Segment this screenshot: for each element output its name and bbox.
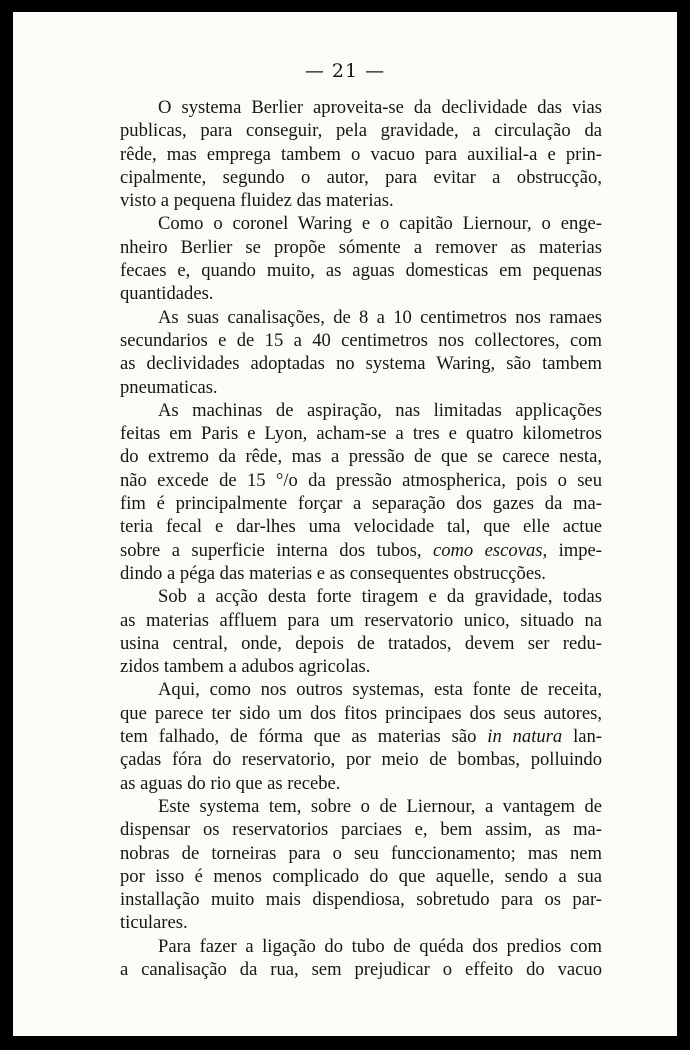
text-line: installação muito mais dispendiosa, sobretudo para os par- xyxy=(120,889,602,911)
text-line: dindo a péga das materias e as consequentes obstrucções. xyxy=(120,562,546,584)
text-line: As suas canalisações, de 8 a 10 centimetros nos ramaes xyxy=(158,306,602,328)
text-line: Este systema tem, sobre o de Liernour, a vantagem de xyxy=(158,795,602,817)
text-line: as declividades adoptadas no systema Waring, são tambem xyxy=(120,353,602,375)
text-line: pneumaticas. xyxy=(120,376,218,398)
text-line: rêde, mas emprega tambem o vacuo para auxilial-a e prin- xyxy=(120,143,602,165)
text-line: Aqui, como nos outros systemas, esta fonte de receita, xyxy=(158,679,602,701)
paragraph xyxy=(82,678,602,794)
text-line xyxy=(82,539,602,562)
text-line: As machinas de aspiração, nas limitadas applicações xyxy=(158,399,602,421)
text-line: não excede de 15 °/o da pressão atmospherica, pois o seu xyxy=(120,469,602,491)
text-segment: lan- xyxy=(573,726,602,748)
text-line: visto a pequena fluidez das materias. xyxy=(120,190,394,212)
text-line: cipalmente, segundo o autor, para evitar a obstrucção, xyxy=(120,166,602,188)
text-line: publicas, para conseguir, pela gravidade, a circulação da xyxy=(120,120,602,142)
paragraph xyxy=(82,585,602,678)
text-line: Para fazer a ligação do tubo de quéda dos predios com xyxy=(158,935,602,957)
page-number: — 21 — xyxy=(304,60,386,82)
paragraph xyxy=(82,212,602,305)
text-line: nobras de torneiras para o seu funccionamento; mas nem xyxy=(120,842,602,864)
text-line: O systema Berlier aproveita-se da declividade das vias xyxy=(158,97,602,118)
text-line: Sob a acção desta forte tiragem e da gravidade, todas xyxy=(158,586,602,608)
text-segment: sobre a superficie interna dos tubos, xyxy=(120,539,422,561)
text-line: zidos tambem a adubos agricolas. xyxy=(120,656,371,678)
text-segment: impe- xyxy=(558,539,602,561)
text-line: Como o coronel Waring e o capitão Liernour, o enge- xyxy=(158,213,602,235)
book-page xyxy=(13,12,677,1036)
text-line: ticulares. xyxy=(120,912,188,934)
text-line: feitas em Paris e Lyon, acham-se a tres e quatro kilometros xyxy=(120,423,602,445)
text-line: a canalisação da rua, sem prejudicar o effeito do vacuo xyxy=(120,958,602,980)
paragraph xyxy=(82,935,602,982)
text-line: as materias affluem para um reservatorio unico, situado na xyxy=(120,609,602,631)
text-line: dispensar os reservatorios parciaes e, bem assim, as ma- xyxy=(120,819,602,841)
italic-phrase: in natura xyxy=(487,726,563,748)
paragraph xyxy=(82,96,602,212)
paragraph xyxy=(82,795,602,935)
text-line: que parece ter sido um dos fitos principaes dos seus autores, xyxy=(120,702,602,724)
text-line: do extremo da rêde, mas a pressão de que se carece nesta, xyxy=(120,446,602,468)
italic-phrase: como escovas, xyxy=(432,539,548,561)
text-segment: tem falhado, de fórma que as materias são xyxy=(120,726,477,748)
text-line xyxy=(82,725,602,748)
text-line: fecaes e, quando muito, as aguas domesticas em pequenas xyxy=(120,260,602,282)
text-line: teria fecal e dar-lhes uma velocidade tal, que elle actue xyxy=(120,516,602,538)
text-line: secundarios e de 15 a 40 centimetros nos collectores, com xyxy=(120,329,602,351)
text-line: fim é principalmente forçar a separação dos gazes da ma- xyxy=(120,493,602,515)
paragraph xyxy=(82,306,602,399)
paragraph xyxy=(82,399,602,585)
text-line: nheiro Berlier se propõe sómente a remover as materias xyxy=(120,236,602,258)
text-line: çadas fóra do reservatorio, por meio de bombas, polluindo xyxy=(120,749,602,771)
text-line: as aguas do rio que as recebe. xyxy=(120,772,341,794)
body-text xyxy=(82,96,602,981)
text-line: quantidades. xyxy=(120,283,214,305)
text-line: por isso é menos complicado do que aquelle, sendo a sua xyxy=(120,865,602,887)
text-line: usina central, onde, depois de tratados, devem ser redu- xyxy=(120,632,602,654)
